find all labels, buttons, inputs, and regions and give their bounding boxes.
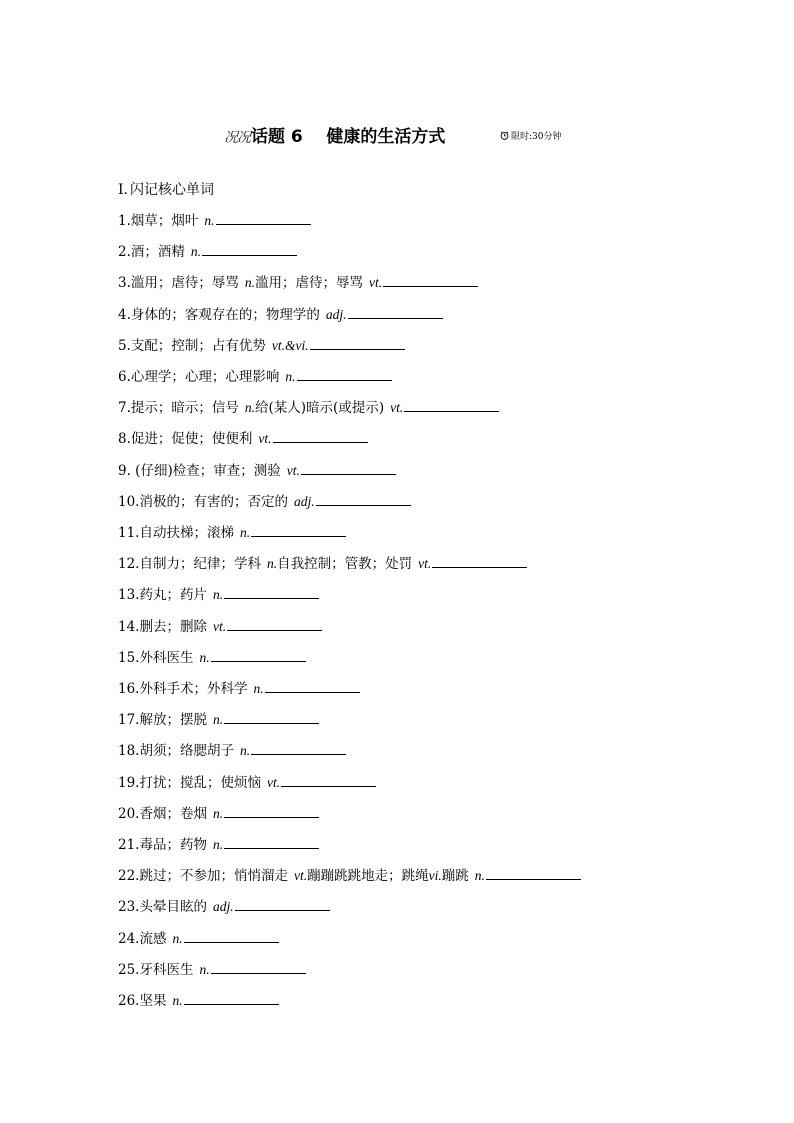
item-prompt-2: 自我控制；管教；处罚 bbox=[277, 556, 413, 573]
part-of-speech: n. bbox=[172, 930, 183, 946]
item-prompt: 23.头晕目眩的 bbox=[118, 899, 207, 916]
item-prompt: 20.香烟；卷烟 bbox=[118, 805, 207, 822]
vocab-item bbox=[118, 428, 368, 448]
item-prompt: 7.提示；暗示；信号 bbox=[118, 400, 239, 417]
answer-blank[interactable] bbox=[216, 210, 311, 225]
part-of-speech: adj. bbox=[293, 493, 315, 509]
answer-blank[interactable] bbox=[224, 709, 319, 724]
item-prompt: 25.牙科医生 bbox=[118, 961, 194, 978]
vocab-item bbox=[118, 959, 306, 979]
vocab-item bbox=[118, 584, 319, 604]
answer-blank[interactable] bbox=[251, 740, 346, 755]
vocab-item bbox=[118, 772, 376, 792]
item-prompt-2: 蹦蹦跳跳地走；跳绳 bbox=[307, 868, 429, 885]
answer-blank[interactable] bbox=[486, 865, 581, 880]
answer-blank[interactable] bbox=[316, 491, 411, 506]
answer-blank[interactable] bbox=[224, 803, 319, 818]
answer-blank[interactable] bbox=[251, 522, 346, 537]
item-prompt: 24.流感 bbox=[118, 930, 167, 947]
answer-blank[interactable] bbox=[224, 584, 319, 599]
item-prompt: 10.消极的；有害的；否定的 bbox=[118, 493, 288, 510]
vocab-item bbox=[118, 397, 499, 417]
part-of-speech-2: vt. bbox=[418, 556, 432, 572]
item-prompt: 15.外科医生 bbox=[118, 649, 194, 666]
part-of-speech: vt. bbox=[286, 462, 300, 478]
part-of-speech: n. bbox=[199, 649, 210, 665]
item-prompt: 14.删去；删除 bbox=[118, 618, 207, 635]
answer-blank[interactable] bbox=[273, 428, 368, 443]
answer-blank[interactable] bbox=[432, 553, 527, 568]
vocab-item bbox=[118, 335, 405, 355]
clock-icon bbox=[500, 131, 509, 140]
answer-blank[interactable] bbox=[224, 834, 319, 849]
part-of-speech: n. bbox=[285, 369, 296, 384]
part-of-speech: n. bbox=[212, 587, 224, 603]
part-of-speech: n. bbox=[244, 275, 256, 291]
page-title bbox=[0, 120, 794, 150]
answer-blank[interactable] bbox=[184, 990, 279, 1005]
item-prompt: 13.药丸；药片 bbox=[118, 587, 207, 604]
item-prompt-2: 给(某人)暗示(或提示) bbox=[255, 400, 385, 417]
part-of-speech: n. bbox=[239, 743, 251, 759]
answer-blank[interactable] bbox=[202, 241, 297, 256]
vocab-item bbox=[118, 522, 346, 542]
answer-blank[interactable] bbox=[301, 460, 396, 475]
item-prompt: 17.解放；摆脱 bbox=[118, 712, 207, 729]
item-prompt: 22.跳过；不参加；悄悄溜走 bbox=[118, 868, 288, 885]
title-main: 话题 6 健康的生活方式 bbox=[251, 127, 446, 147]
part-of-speech: vt. bbox=[293, 868, 308, 884]
vocab-item bbox=[118, 616, 322, 636]
part-of-speech-2: vi. bbox=[428, 868, 442, 884]
answer-blank[interactable] bbox=[297, 366, 392, 381]
part-of-speech-2: vt. bbox=[390, 400, 404, 416]
part-of-speech: n. bbox=[244, 400, 256, 416]
answer-blank[interactable] bbox=[227, 616, 322, 631]
item-prompt-3: 蹦跳 bbox=[441, 868, 469, 885]
part-of-speech: n. bbox=[204, 213, 215, 228]
part-of-speech: adj. bbox=[212, 899, 234, 915]
time-limit bbox=[500, 129, 562, 142]
vocab-item bbox=[118, 834, 319, 854]
part-of-speech: n. bbox=[212, 712, 224, 728]
answer-blank[interactable] bbox=[211, 959, 306, 974]
item-prompt: 11.自动扶梯；滚梯 bbox=[118, 525, 234, 541]
part-of-speech: n. bbox=[239, 525, 251, 540]
vocab-item bbox=[118, 491, 411, 511]
answer-blank[interactable] bbox=[281, 772, 376, 787]
part-of-speech: n. bbox=[172, 993, 183, 1008]
time-limit-text: 限时:30分钟 bbox=[511, 132, 562, 142]
item-prompt: 8.促进；促使；使便利 bbox=[118, 431, 253, 448]
part-of-speech: n. bbox=[266, 556, 278, 572]
item-prompt: 12.自制力；纪律；学科 bbox=[118, 556, 261, 573]
vocab-item bbox=[118, 366, 392, 386]
vocab-item bbox=[118, 990, 279, 1010]
part-of-speech: n. bbox=[212, 805, 224, 821]
answer-blank[interactable] bbox=[404, 397, 499, 412]
part-of-speech: n. bbox=[212, 837, 224, 852]
item-prompt: 16.外科手术；外科学 bbox=[118, 681, 248, 697]
section-label: 闪记核心单词 bbox=[129, 182, 214, 198]
answer-blank[interactable] bbox=[310, 335, 405, 350]
item-prompt: 4.身体的；客观存在的；物理学的 bbox=[118, 306, 320, 323]
item-prompt: 18.胡须；络腮胡子 bbox=[118, 743, 234, 760]
part-of-speech-3: n. bbox=[474, 868, 485, 884]
item-prompt-2: 滥用；虐待；辱骂 bbox=[255, 275, 364, 292]
part-of-speech: vt. bbox=[266, 774, 281, 790]
part-of-speech: vt. bbox=[212, 618, 227, 634]
section-roman: Ⅰ. bbox=[118, 182, 128, 198]
item-prompt: 26.坚果 bbox=[118, 993, 167, 1009]
vocab-item bbox=[118, 553, 527, 573]
vocab-item bbox=[118, 678, 360, 698]
vocab-item bbox=[118, 803, 319, 823]
part-of-speech: vt.&vi. bbox=[271, 337, 309, 353]
vocab-item bbox=[118, 647, 306, 667]
title-prefix: 况况 bbox=[224, 130, 250, 146]
item-prompt: 1.烟草；烟叶 bbox=[118, 213, 199, 229]
vocab-item bbox=[118, 241, 297, 261]
vocab-item bbox=[118, 210, 311, 230]
vocab-item bbox=[118, 865, 581, 885]
item-prompt: 2.酒；酒精 bbox=[118, 244, 185, 261]
part-of-speech: n. bbox=[190, 244, 202, 260]
vocab-item bbox=[118, 896, 330, 916]
item-prompt: 19.打扰；搅乱；使烦恼 bbox=[118, 774, 261, 791]
part-of-speech: vt. bbox=[258, 431, 272, 447]
answer-blank[interactable] bbox=[211, 647, 306, 662]
part-of-speech: n. bbox=[199, 961, 210, 977]
item-prompt: 21.毒品；药物 bbox=[118, 837, 207, 853]
answer-blank[interactable] bbox=[235, 896, 330, 911]
section-heading bbox=[118, 179, 214, 199]
answer-blank[interactable] bbox=[383, 272, 478, 287]
part-of-speech: adj. bbox=[325, 306, 347, 322]
vocab-item bbox=[118, 304, 443, 324]
answer-blank[interactable] bbox=[265, 678, 360, 693]
part-of-speech: n. bbox=[253, 681, 264, 696]
vocab-item bbox=[118, 740, 346, 760]
vocab-item bbox=[118, 709, 319, 729]
item-prompt: 5.支配；控制；占有优势 bbox=[118, 337, 266, 354]
item-prompt: 9. (仔细)检查；审查；测验 bbox=[118, 462, 281, 479]
vocab-item bbox=[118, 272, 478, 292]
item-prompt: 3.滥用；虐待；辱骂 bbox=[118, 275, 239, 292]
part-of-speech-2: vt. bbox=[369, 275, 383, 291]
answer-blank[interactable] bbox=[184, 928, 279, 943]
vocab-item bbox=[118, 460, 396, 480]
vocab-item bbox=[118, 928, 279, 948]
answer-blank[interactable] bbox=[348, 304, 443, 319]
item-prompt: 6.心理学；心理；心理影响 bbox=[118, 369, 280, 385]
